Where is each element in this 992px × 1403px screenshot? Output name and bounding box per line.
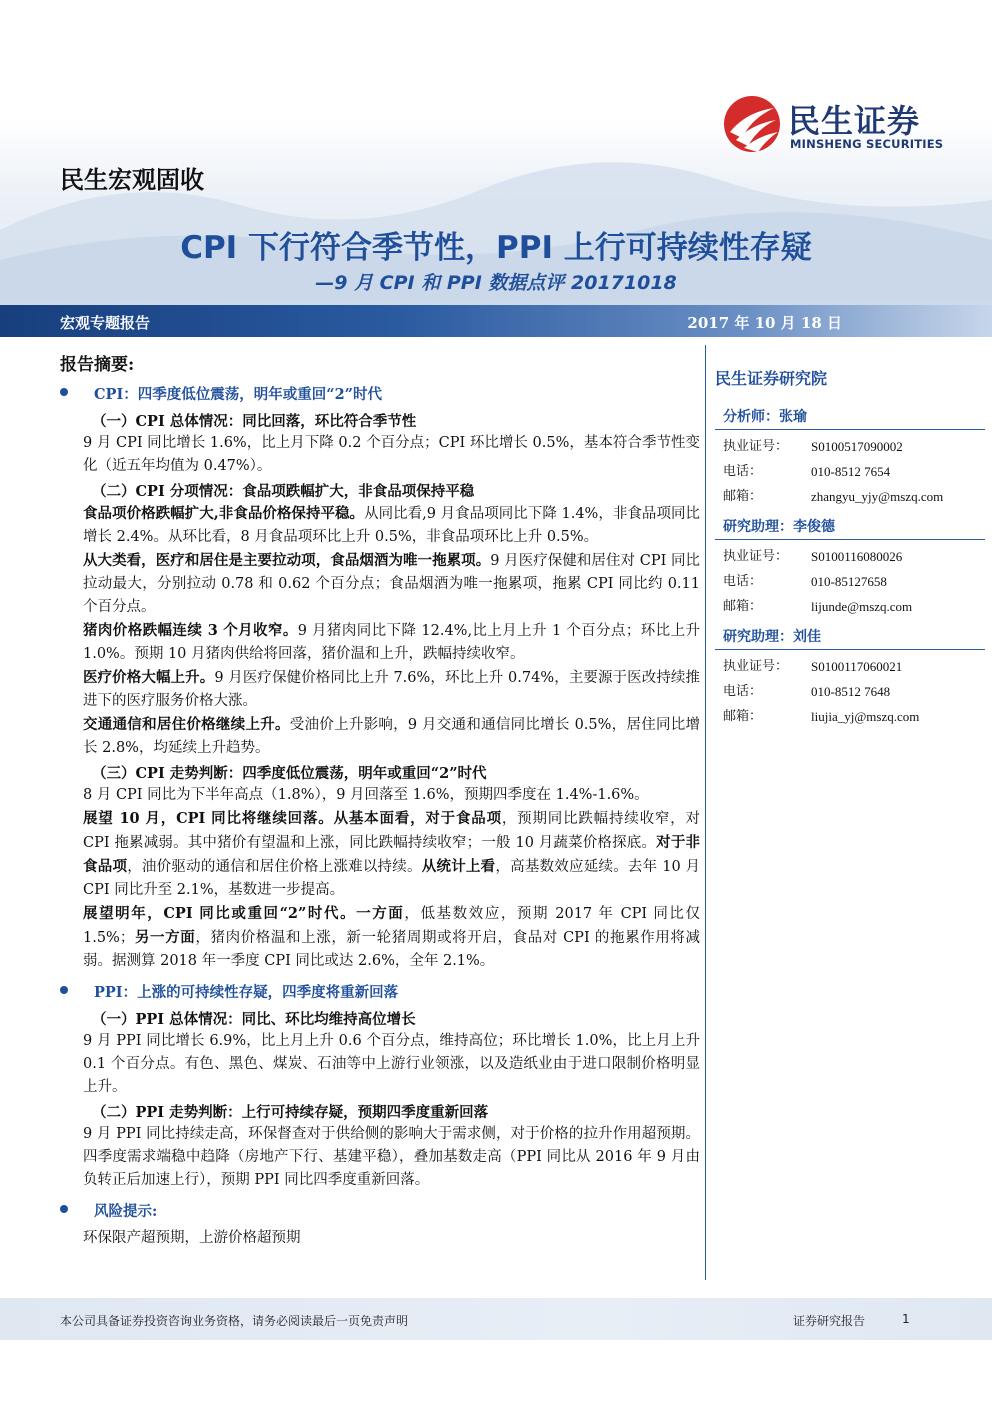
license-row: 执业证号： S0100116080026 xyxy=(723,549,903,564)
footer-label: 证券研究报告 xyxy=(793,1314,866,1328)
cpi-food-paragraph: 食品项价格跌幅扩大,非食品价格保持平稳。从同比看,9 月食品项同比下降 1.4%，非食品项同比增长 2.4%。从环比看，8 月食品项环比上升 0.5%，非食品项环比上升 0.5%。 xyxy=(83,505,701,545)
assistant-role: 研究助理：李俊德 xyxy=(715,513,985,540)
cpi-medical-paragraph: 医疗价格大幅上升。9 月医疗保健价格同比上升 7.6%，环比上升 0.74%，主要源于医改持续推进下的医疗服务价格大涨。 xyxy=(83,669,701,709)
email-row[interactable]: 邮箱： lijunde@mszq.com xyxy=(723,599,913,614)
bullet-icon xyxy=(60,1205,68,1213)
ppi-outlook-text: 9 月 PPI 同比持续走高，环保督查对于供给侧的影响大于需求侧，对于价格的拉升作用超预期。四季度需求端稳中趋降（房地产下行、基建平稳），叠加基数走高（PPI 同比从 2016 年 9 月由负转正后加速上行），预期 PPI 同比四季度重新回落。 xyxy=(83,1126,700,1188)
cpi-outlook-heading: （三）CPI 走势判断：四季度低位震荡，明年或重回“2”时代 xyxy=(92,765,487,782)
cpi-next-year-paragraph: 展望明年，CPI 同比或重回“2”时代。一方面，低基数效应，预期 2017 年 CPI 同比仅 1.5%；另一方面，猪肉价格温和上涨，新一轮猪周期或将开启，食品对 CPI 的拖累作用将减弱。据测算 2018 年一季度 CPI 同比或达 2.6%，全年 2.1%。 xyxy=(83,905,701,969)
column-divider xyxy=(705,345,706,1280)
brand-logo xyxy=(722,94,952,158)
phone-row: 电话： 010-8512 7654 xyxy=(723,464,891,479)
disclaimer-note: 本公司具备证券投资咨询业务资格，请务必阅读最后一页免责声明 xyxy=(60,1314,409,1328)
report-type-band xyxy=(0,305,992,337)
email-row[interactable]: 邮箱： zhangyu_yjy@mszq.com xyxy=(723,489,944,504)
cpi-october-paragraph: 展望 10 月，CPI 同比将继续回落。从基本面看，对于食品项，预期同比跌幅持续收窄，对 CPI 拖累减弱。其中猪价有望温和上涨，同比跌幅持续收窄；一般 10 月蔬菜价格探底。对于非食品项，油价驱动的通信和居住价格上涨难以持续。从统计上看，高基数效应延续。去年 10 月 CPI 同比升至 2.1%，基数进一步提高。 xyxy=(83,810,701,898)
report-subtitle: —9 月 CPI 和 PPI 数据点评 20171018 xyxy=(315,272,677,294)
phone-row: 电话： 010-85127658 xyxy=(723,574,887,589)
assistant-card xyxy=(715,623,985,729)
email-row[interactable]: 邮箱： liujia_yj@mszq.com xyxy=(723,709,920,724)
risk-heading: 风险提示: xyxy=(60,1200,700,1221)
cpi-overall-heading: （一）CPI 总体情况：同比回落，环比符合季节性 xyxy=(92,413,417,430)
phone-row: 电话： 010-8512 7648 xyxy=(723,684,891,699)
report-type: 宏观专题报告 xyxy=(60,314,151,332)
ppi-heading: PPI：上涨的可持续性存疑，四季度将重新回落 xyxy=(60,981,700,1002)
analyst-role: 分析师：张瑜 xyxy=(715,403,985,430)
risk-text: 环保限产超预期，上游价格超预期 xyxy=(83,1230,301,1246)
analyst-card xyxy=(715,403,985,509)
license-row: 执业证号： S0100117060021 xyxy=(723,659,903,674)
assistant-card xyxy=(715,513,985,619)
abstract-title: 报告摘要: xyxy=(60,355,135,375)
ppi-overall-text: 9 月 PPI 同比增长 6.9%，比上月上升 0.6 个百分点，维持高位；环比增长 1.0%，比上月上升 0.1 个百分点。有色、黑色、煤炭、石油等中上游行业领涨，以及造纸业由于进口限制价格明显上升。 xyxy=(83,1033,700,1095)
page-footer xyxy=(0,1298,992,1340)
ppi-overall-heading: （一）PPI 总体情况：同比、环比均维持高位增长 xyxy=(92,1011,416,1028)
report-series: 民生宏观固收 xyxy=(60,166,204,194)
assistant-role: 研究助理：刘佳 xyxy=(715,623,985,650)
cpi-outlook-text: 8 月 CPI 同比为下半年高点（1.8%），9 月回落至 1.6%，预期四季度在 1.4%-1.6%。 xyxy=(83,787,649,803)
logo-english-name: MINSHENG SECURITIES xyxy=(790,137,944,151)
logo-swoosh-icon xyxy=(722,94,782,154)
cpi-overall-text: 9 月 CPI 同比增长 1.6%，比上月下降 0.2 个百分点；CPI 环比增长 0.5%，基本符合季节性变化（近五年均值为 0.47%）。 xyxy=(83,435,700,474)
license-row: 执业证号： S0100517090002 xyxy=(723,439,903,454)
bullet-icon xyxy=(60,986,68,994)
abstract-column xyxy=(60,350,700,1250)
cpi-heading: CPI：四季度低位震荡，明年或重回“2”时代 xyxy=(60,383,700,404)
cpi-transport-paragraph: 交通通信和居住价格继续上升。受油价上升影响，9 月交通和通信同比增长 0.5%，居住同比增长 2.8%，均延续上升趋势。 xyxy=(83,716,701,756)
bullet-icon xyxy=(60,388,68,396)
cpi-items-heading: （二）CPI 分项情况：食品项跌幅扩大，非食品项保持平稳 xyxy=(92,483,475,500)
ppi-outlook-heading: （二）PPI 走势判断：上行可持续存疑，预期四季度重新回落 xyxy=(92,1104,489,1121)
institute-name: 民生证券研究院 xyxy=(715,369,828,388)
cpi-pork-paragraph: 猪肉价格跌幅连续 3 个月收窄。9 月猪肉同比下降 12.4%,比上月上升 1 个百分点；环比上升 1.0%。预期 10 月猪肉供给将回落，猪价温和上升，跌幅持续收窄。 xyxy=(83,622,700,662)
report-date: 2017 年 10 月 18 日 xyxy=(687,314,842,332)
analyst-sidebar xyxy=(715,366,985,733)
logo-chinese-name: 民生证券 xyxy=(788,102,921,140)
report-title: CPI 下行符合季节性，PPI 上行可持续性存疑 xyxy=(180,230,812,266)
cpi-category-paragraph: 从大类看，医疗和居住是主要拉动项，食品烟酒为唯一拖累项。9 月医疗保健和居住对 CPI 同比拉动最大，分别拉动 0.78 和 0.62 个百分点；食品烟酒为唯一拖累项，拖累 CPI 同比约 0.11 个百分点。 xyxy=(83,552,701,615)
page-number: 1 xyxy=(902,1312,910,1326)
